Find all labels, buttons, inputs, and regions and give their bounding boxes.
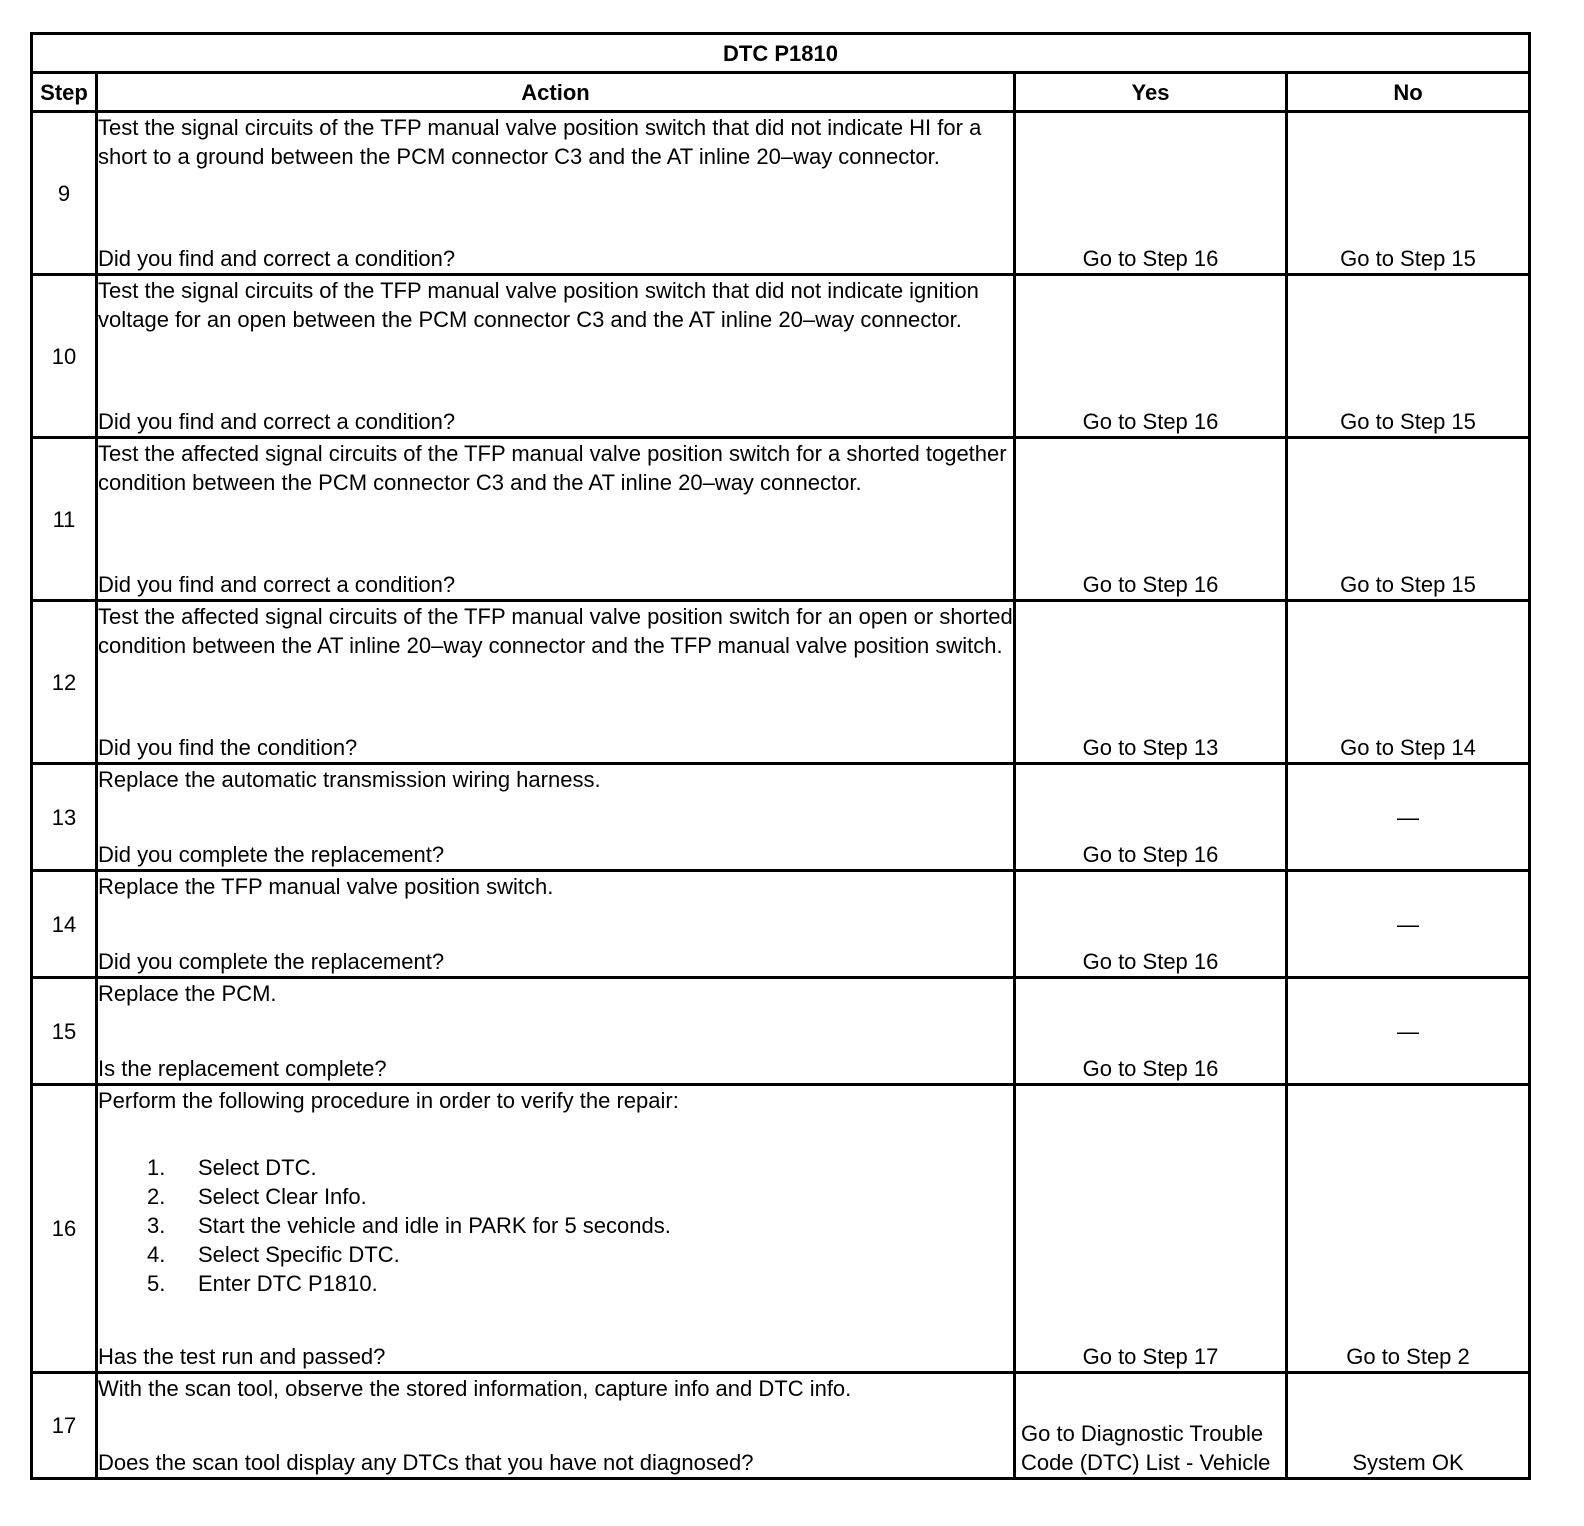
- yes-cell: Go to Step 16: [1015, 764, 1287, 871]
- no-cell: Go to Step 15: [1287, 275, 1530, 438]
- procedure-list: [98, 1153, 1013, 1298]
- action-cell: [97, 1373, 1015, 1479]
- yes-cell: Go to Step 16: [1015, 112, 1287, 275]
- action-question: Did you complete the replacement?: [98, 949, 445, 974]
- no-cell: Go to Step 15: [1287, 112, 1530, 275]
- procedure-step: Enter DTC P1810.: [198, 1271, 378, 1296]
- action-text: Test the signal circuits of the TFP manual valve position switch that did not indicate HI for a short to a ground between the PCM connector C3 and the AT inline 20–way connector.: [98, 115, 982, 169]
- step-number: 11: [32, 438, 97, 601]
- table-row: [32, 438, 1530, 601]
- no-cell: —: [1287, 978, 1530, 1085]
- table-row: [32, 764, 1530, 871]
- action-text: Replace the PCM.: [98, 981, 277, 1006]
- no-cell: —: [1287, 871, 1530, 978]
- dtc-table: [30, 32, 1531, 1480]
- no-cell: Go to Step 15: [1287, 438, 1530, 601]
- action-question: Did you complete the replacement?: [98, 842, 445, 867]
- yes-cell: Go to Step 16: [1015, 871, 1287, 978]
- action-question: Does the scan tool display any DTCs that you have not diagnosed?: [98, 1450, 754, 1475]
- action-text: Test the affected signal circuits of the TFP manual valve position switch for an open or shorted condition between the AT inline 20–way connector and the TFP manual valve position switch.: [98, 604, 1013, 658]
- header-action: Action: [97, 73, 1015, 112]
- action-question: Is the replacement complete?: [98, 1056, 387, 1081]
- step-number: 16: [32, 1085, 97, 1373]
- table-title: DTC P1810: [32, 34, 1530, 73]
- action-cell: [97, 1085, 1015, 1373]
- step-number: 13: [32, 764, 97, 871]
- step-number: 15: [32, 978, 97, 1085]
- yes-cell: Go to Step 16: [1015, 275, 1287, 438]
- action-cell: [97, 112, 1015, 275]
- table-row: [32, 978, 1530, 1085]
- yes-cell: Go to Diagnostic Trouble Code (DTC) List - Vehicle: [1015, 1373, 1287, 1479]
- step-number: 17: [32, 1373, 97, 1479]
- no-cell: Go to Step 2: [1287, 1085, 1530, 1373]
- action-text: Perform the following procedure in order to verify the repair:: [98, 1088, 679, 1113]
- procedure-step: Select Specific DTC.: [198, 1242, 400, 1267]
- step-number: 10: [32, 275, 97, 438]
- action-cell: [97, 764, 1015, 871]
- yes-cell: Go to Step 16: [1015, 978, 1287, 1085]
- action-text: Replace the TFP manual valve position switch.: [98, 874, 554, 899]
- header-step: Step: [32, 73, 97, 112]
- action-cell: [97, 601, 1015, 764]
- action-text: Test the affected signal circuits of the TFP manual valve position switch for a shorted together condition between the PCM connector C3 and the AT inline 20–way connector.: [98, 441, 1007, 495]
- action-question: Did you find and correct a condition?: [98, 246, 456, 271]
- action-text: Test the signal circuits of the TFP manual valve position switch that did not indicate ignition voltage for an open between the PCM connector C3 and the AT inline 20–way connector.: [98, 278, 979, 332]
- yes-cell: Go to Step 17: [1015, 1085, 1287, 1373]
- header-yes: Yes: [1015, 73, 1287, 112]
- action-cell: [97, 438, 1015, 601]
- table-row: [32, 275, 1530, 438]
- procedure-step: Start the vehicle and idle in PARK for 5 seconds.: [198, 1213, 671, 1238]
- table-row: [32, 1085, 1530, 1373]
- no-cell: —: [1287, 764, 1530, 871]
- table-row: [32, 871, 1530, 978]
- action-question: Did you find and correct a condition?: [98, 409, 456, 434]
- no-cell: Go to Step 14: [1287, 601, 1530, 764]
- action-question: Has the test run and passed?: [98, 1344, 386, 1369]
- action-cell: [97, 871, 1015, 978]
- action-text: With the scan tool, observe the stored information, capture info and DTC info.: [98, 1376, 852, 1401]
- header-no: No: [1287, 73, 1530, 112]
- procedure-step: Select DTC.: [198, 1155, 317, 1180]
- step-number: 9: [32, 112, 97, 275]
- action-cell: [97, 275, 1015, 438]
- action-question: Did you find the condition?: [98, 735, 358, 760]
- no-cell: System OK: [1287, 1373, 1530, 1479]
- table-row: [32, 1373, 1530, 1479]
- table-row: [32, 112, 1530, 275]
- action-text: Replace the automatic transmission wiring harness.: [98, 767, 601, 792]
- action-cell: [97, 978, 1015, 1085]
- step-number: 12: [32, 601, 97, 764]
- yes-cell: Go to Step 16: [1015, 438, 1287, 601]
- yes-cell: Go to Step 13: [1015, 601, 1287, 764]
- procedure-step: Select Clear Info.: [198, 1184, 367, 1209]
- step-number: 14: [32, 871, 97, 978]
- action-question: Did you find and correct a condition?: [98, 572, 456, 597]
- table-row: [32, 601, 1530, 764]
